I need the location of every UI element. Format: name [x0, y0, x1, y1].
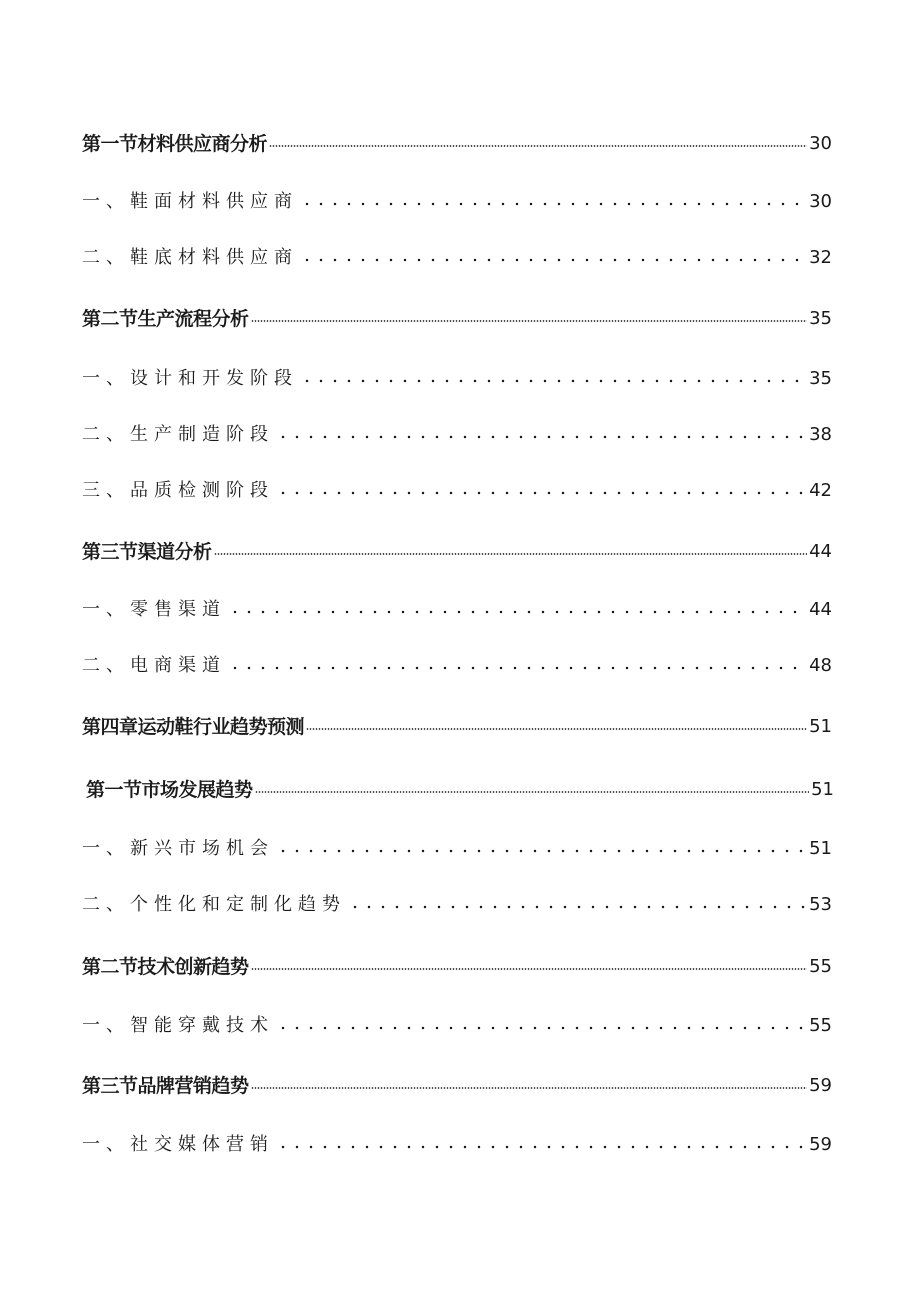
toc-page-number: 30 [809, 191, 832, 212]
toc-dot-leader [251, 1085, 808, 1091]
toc-page-number: 51 [809, 838, 832, 859]
toc-page-number: 44 [809, 541, 832, 562]
toc-page-number: 30 [809, 133, 832, 154]
toc-page-number: 32 [809, 247, 832, 268]
toc-dot-leader [251, 318, 808, 324]
toc-entry-title: 一、新兴市场机会 [82, 838, 274, 859]
toc-entry-title: 二、生产制造阶段 [82, 424, 274, 445]
toc-entry[interactable] [82, 948, 832, 978]
toc-entry[interactable] [82, 1007, 832, 1037]
toc-dot-leader [214, 551, 808, 557]
toc-dot-leader [269, 143, 807, 149]
toc-dot-leader [276, 1024, 807, 1032]
toc-page-number: 53 [809, 894, 832, 915]
toc-entry-title: 一、社交媒体营销 [82, 1134, 274, 1155]
toc-page-number: 55 [809, 1015, 832, 1036]
toc-entry-title: 第三节渠道分析 [82, 541, 212, 563]
toc-page-number: 38 [809, 424, 832, 445]
toc-entry-title: 第二节生产流程分析 [82, 308, 249, 330]
toc-entry[interactable] [82, 1067, 832, 1097]
toc-entry-title: 二、个性化和定制化趋势 [82, 894, 346, 915]
toc-entry[interactable] [82, 472, 832, 502]
toc-dot-leader [228, 608, 807, 616]
toc-page-number: 42 [809, 480, 832, 501]
toc-dot-leader [228, 664, 807, 672]
toc-dot-leader [276, 489, 807, 497]
toc-entry-title: 三、品质检测阶段 [82, 480, 274, 501]
toc-entry-title: 一、鞋面材料供应商 [82, 191, 298, 212]
toc-entry[interactable] [82, 708, 832, 738]
toc-entry-title: 第一节市场发展趋势 [86, 779, 253, 801]
toc-entry-title: 二、鞋底材料供应商 [82, 247, 298, 268]
toc-entry-title: 一、设计和开发阶段 [82, 368, 298, 389]
toc-page-number: 35 [809, 308, 832, 329]
toc-page-number: 59 [809, 1075, 832, 1096]
toc-entry-title: 一、智能穿戴技术 [82, 1015, 274, 1036]
toc-entry[interactable] [82, 416, 832, 446]
toc-dot-leader [300, 256, 807, 264]
toc-page-number: 48 [809, 655, 832, 676]
toc-page-number: 51 [811, 779, 834, 800]
toc-entry[interactable] [82, 886, 832, 916]
toc-dot-leader [255, 789, 810, 795]
toc-entry[interactable] [82, 183, 832, 213]
toc-entry-title: 二、电商渠道 [82, 655, 226, 676]
toc-entry[interactable] [82, 830, 832, 860]
toc-entry[interactable] [82, 239, 832, 269]
toc-page-number: 44 [809, 599, 832, 620]
toc-dot-leader [300, 377, 807, 385]
toc-dot-leader [348, 903, 807, 911]
toc-entry[interactable] [82, 125, 832, 155]
toc-entry[interactable] [82, 360, 832, 390]
toc-entry[interactable] [82, 591, 832, 621]
toc-dot-leader [276, 1143, 807, 1151]
toc-entry[interactable] [82, 300, 832, 330]
toc-dot-leader [251, 966, 808, 972]
toc-dot-leader [276, 847, 807, 855]
toc-page-number: 55 [809, 956, 832, 977]
toc-entry-title: 第二节技术创新趋势 [82, 956, 249, 978]
toc-entry[interactable] [82, 533, 832, 563]
toc-entry-title: 第三节品牌营销趋势 [82, 1075, 249, 1097]
toc-dot-leader [306, 726, 807, 732]
toc-entry-title: 第一节材料供应商分析 [82, 133, 268, 155]
toc-page-number: 59 [809, 1134, 832, 1155]
toc-dot-leader [300, 200, 807, 208]
toc-page-number: 35 [809, 368, 832, 389]
toc-page-number: 51 [809, 716, 832, 737]
toc-entry[interactable] [82, 647, 832, 677]
toc-entry-title: 一、零售渠道 [82, 599, 226, 620]
toc-entry[interactable] [86, 771, 834, 801]
toc-dot-leader [276, 433, 807, 441]
toc-entry-title: 第四章运动鞋行业趋势预测 [82, 716, 305, 738]
toc-entry[interactable] [82, 1126, 832, 1156]
